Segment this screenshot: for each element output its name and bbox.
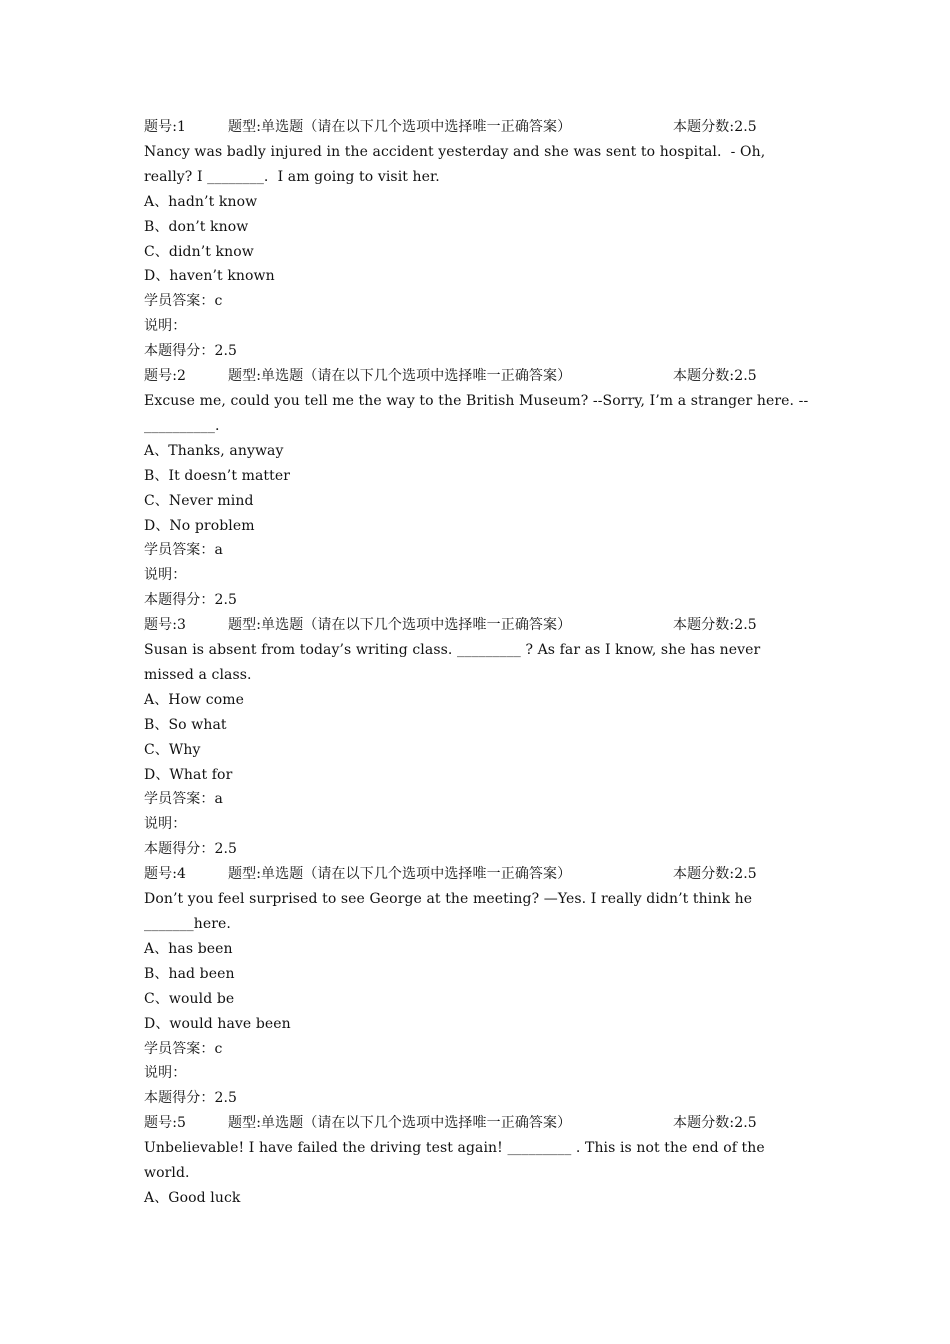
student-answer: 学员答案：a — [144, 791, 223, 808]
option-c: C、didn’t know — [144, 243, 254, 260]
explanation: 说明： — [144, 318, 187, 335]
student-answer: 学员答案：a — [144, 542, 223, 559]
question-score: 本题分数:2.5 — [673, 119, 757, 135]
option-b: B、So what — [144, 716, 227, 733]
question-number: 题号:2 — [144, 368, 187, 385]
question-type: 题型:单选题（请在以下几个选项中选择唯一正确答案） — [228, 119, 572, 135]
option-a: A、has been — [144, 940, 233, 957]
question-stem: Don’t you feel surprised to see George at the meeting? —Yes. I really didn’t think he _______here. — [144, 891, 757, 932]
question-number: 题号:4 — [144, 866, 187, 883]
question-stem: Nancy was badly injured in the accident yesterday and she was sent to hospital. - Oh, really? I ________. I am going to visit her. — [144, 143, 770, 185]
question-3 — [144, 613, 810, 862]
question-type: 题型:单选题（请在以下几个选项中选择唯一正确答案） — [228, 368, 572, 385]
score-obtained: 本题得分：2.5 — [144, 1090, 238, 1107]
exam-document — [144, 115, 810, 1211]
score-obtained: 本题得分：2.5 — [144, 592, 238, 609]
question-number: 题号:5 — [144, 1115, 187, 1132]
option-a: A、Thanks, anyway — [144, 442, 284, 459]
option-d: D、would have been — [144, 1015, 291, 1032]
question-2 — [144, 364, 810, 613]
question-number: 题号:1 — [144, 119, 187, 135]
option-c: C、would be — [144, 990, 235, 1007]
option-b: B、had been — [144, 965, 235, 982]
question-score: 本题分数:2.5 — [673, 368, 757, 385]
question-score: 本题分数:2.5 — [673, 617, 757, 634]
option-d: D、haven’t known — [144, 268, 275, 285]
option-a: A、Good luck — [144, 1189, 241, 1206]
explanation: 说明： — [144, 816, 187, 833]
option-b: B、It doesn’t matter — [144, 467, 291, 484]
question-type: 题型:单选题（请在以下几个选项中选择唯一正确答案） — [228, 617, 572, 634]
score-obtained: 本题得分：2.5 — [144, 343, 238, 360]
option-a: A、hadn’t know — [144, 193, 258, 210]
question-header — [144, 364, 810, 389]
option-c: C、Why — [144, 741, 201, 758]
option-b: B、don’t know — [144, 218, 249, 235]
question-5 — [144, 1111, 810, 1211]
question-type: 题型:单选题（请在以下几个选项中选择唯一正确答案） — [228, 1115, 572, 1132]
option-c: C、Never mind — [144, 492, 254, 509]
question-header — [144, 1111, 810, 1136]
question-header — [144, 115, 810, 140]
explanation: 说明： — [144, 1065, 187, 1082]
question-1 — [144, 115, 810, 364]
option-d: D、What for — [144, 766, 233, 783]
question-score: 本题分数:2.5 — [673, 866, 757, 883]
question-type: 题型:单选题（请在以下几个选项中选择唯一正确答案） — [228, 866, 572, 883]
student-answer: 学员答案：c — [144, 1040, 223, 1057]
question-header — [144, 862, 810, 887]
question-number: 题号:3 — [144, 617, 187, 634]
score-obtained: 本题得分：2.5 — [144, 841, 238, 858]
explanation: 说明： — [144, 567, 187, 584]
question-stem: Susan is absent from today’s writing class. _________ ? As far as I know, she has never missed a class. — [144, 642, 765, 683]
student-answer: 学员答案：c — [144, 293, 223, 310]
question-4 — [144, 862, 810, 1111]
question-stem: Excuse me, could you tell me the way to the British Museum? --Sorry, I’m a stranger here. --__________. — [144, 392, 809, 434]
question-header — [144, 613, 810, 638]
option-a: A、How come — [144, 691, 245, 708]
option-d: D、No problem — [144, 517, 255, 534]
question-score: 本题分数:2.5 — [673, 1115, 757, 1132]
question-stem: Unbelievable! I have failed the driving test again! _________ . This is not the end of the world. — [144, 1140, 770, 1182]
